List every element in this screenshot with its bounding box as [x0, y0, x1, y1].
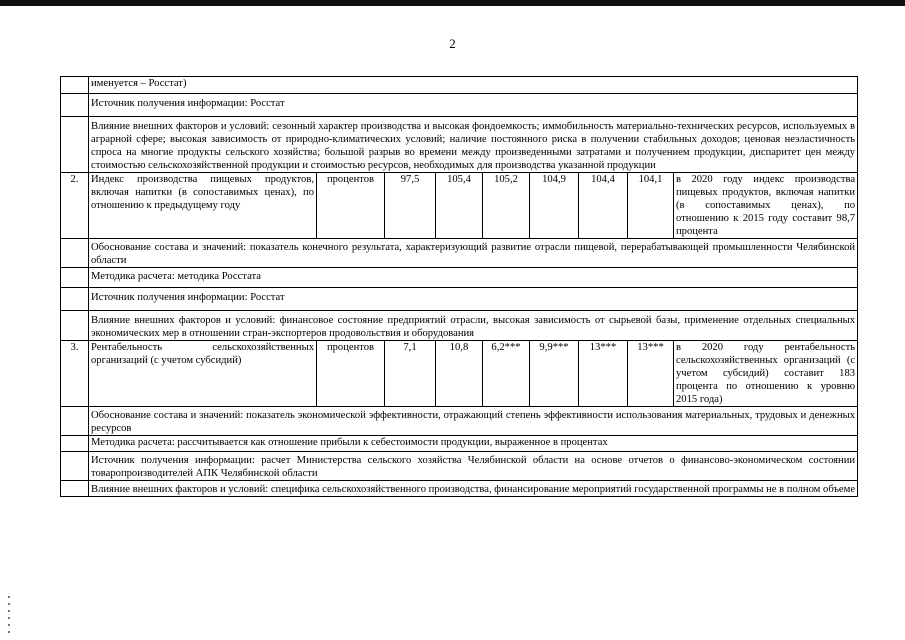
value-cell: 97,5 [385, 173, 436, 239]
number-cell [61, 407, 89, 436]
method-cell: Методика расчета: методика Росстата [89, 268, 858, 288]
value-cell: 13*** [579, 341, 628, 407]
value-cell: 13*** [628, 341, 674, 407]
value-cell: 105,4 [436, 173, 483, 239]
number-cell [61, 481, 89, 497]
row-number: 2. [61, 173, 89, 239]
note-cell: в 2020 году индекс производства пищевых продуктов, включая напитки (в сопоставимых ценах), по отношению к 2015 году составит 98,7 процента [674, 173, 858, 239]
number-cell [61, 94, 89, 117]
unit-cell: процентов [317, 341, 385, 407]
value-cell: 7,1 [385, 341, 436, 407]
table-row [61, 341, 858, 407]
value-cell: 104,1 [628, 173, 674, 239]
influence-cell: Влияние внешних факторов и условий: финансовое состояние предприятий отрасли, высокая зависимость от сырьевой базы, применение отдельных специальных экономических мер в отношении стран-экспортеров продовольствия и оборудования [89, 311, 858, 341]
number-cell [61, 77, 89, 94]
indicators-table [60, 76, 858, 497]
table-row [61, 117, 858, 173]
indicator-name: Индекс производства пищевых продуктов, включая напитки (в сопоставимых ценах), по отношению к предыдущему году [89, 173, 317, 239]
table-row [61, 239, 858, 268]
table-row [61, 77, 858, 94]
indicator-name: Рентабельность сельскохозяйственных организаций (с учетом субсидий) [89, 341, 317, 407]
rationale-cell: Обоснование состава и значений: показатель конечного результата, характеризующий развитие отрасли пищевой, перерабатывающей промышленности Челябинской области [89, 239, 858, 268]
value-cell: 104,9 [530, 173, 579, 239]
table-row [61, 481, 858, 497]
value-cell: 104,4 [579, 173, 628, 239]
number-cell [61, 452, 89, 481]
table-row [61, 94, 858, 117]
top-border-bar [0, 0, 905, 6]
number-cell [61, 436, 89, 452]
method-cell: Методика расчета: рассчитывается как отношение прибыли к себестоимости продукции, выраженное в процентах [89, 436, 858, 452]
table-row [61, 268, 858, 288]
table-row [61, 311, 858, 341]
number-cell [61, 239, 89, 268]
table-row [61, 436, 858, 452]
number-cell [61, 311, 89, 341]
source-cell: Источник получения информации: Росстат [89, 94, 858, 117]
note-cell: в 2020 году рентабельность сельскохозяйственных организаций (с учетом субсидий) составит 183 процента по отношению к уровню 2015 года) [674, 341, 858, 407]
table-row [61, 452, 858, 481]
source-cell: Источник получения информации: расчет Министерства сельского хозяйства Челябинской области на основе отчетов о финансово-экономическом состоянии товаропроизводителей АПК Челябинской области [89, 452, 858, 481]
page-number: 2 [449, 36, 456, 51]
number-cell [61, 288, 89, 311]
value-cell: 105,2 [483, 173, 530, 239]
rationale-cell: Обоснование состава и значений: показатель экономической эффективности, отражающий степень эффективности использования материальных, трудовых и денежных ресурсов [89, 407, 858, 436]
influence-cell: Влияние внешних факторов и условий: специфика сельскохозяйственного производства, финансирование мероприятий государственной программы не в полном объеме [89, 481, 858, 497]
text-cell: именуется – Росстат) [89, 77, 858, 94]
table-row [61, 288, 858, 311]
number-cell [61, 268, 89, 288]
value-cell: 10,8 [436, 341, 483, 407]
value-cell: 9,9*** [530, 341, 579, 407]
table-row [61, 173, 858, 239]
influence-cell: Влияние внешних факторов и условий: сезонный характер производства и высокая фондоемкость; иммобильность материально-технических ресурсов, используемых в аграрной сфере; высокая зависимость от природно-климатических условий; наличие постоянного риска в получении стабильных доходов; ценовая неэластичность спроса на многие продукты сельского хозяйства; большой разрыв во времени между произведенными затратами и получением продукции, диспаритет цен между стоимостью сельскохозяйственной продукции и стоимостью ресурсов, необходимых для производства указанной продукции [89, 117, 858, 173]
scan-margin-marks [8, 596, 10, 636]
number-cell [61, 117, 89, 173]
table-row [61, 407, 858, 436]
source-cell: Источник получения информации: Росстат [89, 288, 858, 311]
value-cell: 6,2*** [483, 341, 530, 407]
unit-cell: процентов [317, 173, 385, 239]
row-number: 3. [61, 341, 89, 407]
